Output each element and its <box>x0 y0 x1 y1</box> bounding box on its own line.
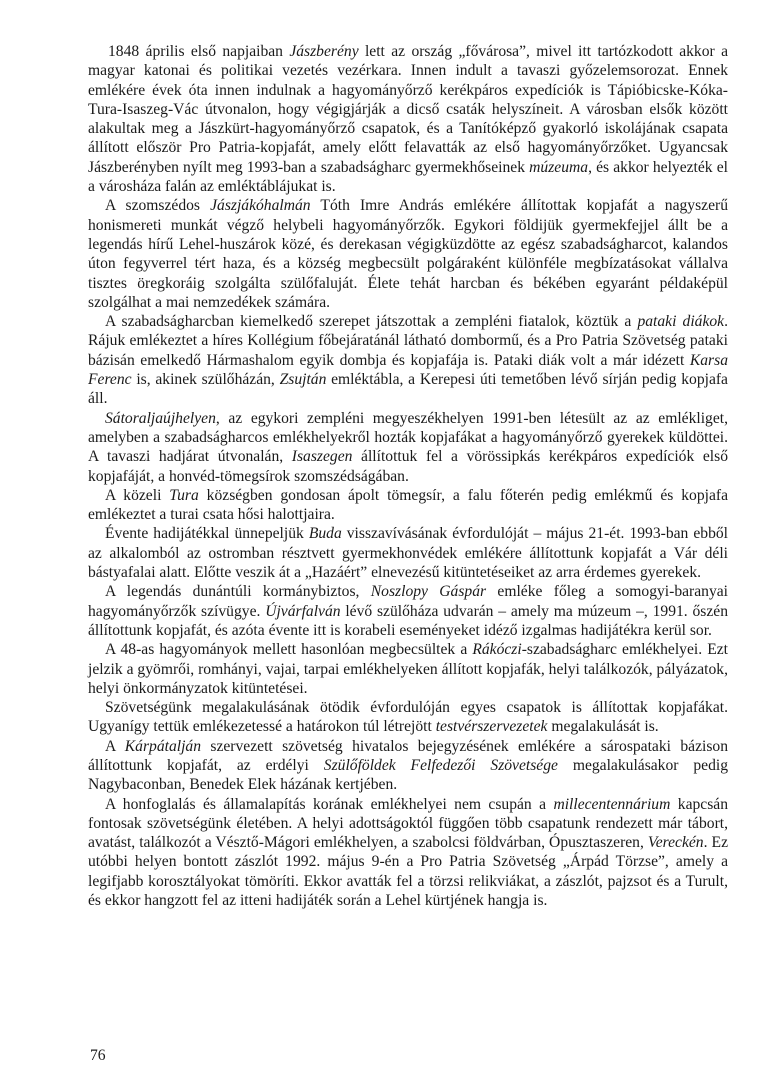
text-run: Tóth Imre András emlékére állítottak kopjafát a nagyszerű honismereti munkát végző helybeli hagyományőrzők. Egykori földijük gyermekfejjel állt be a legendás hírű Lehel-huszárok közé, és derekasan végigküzdötte az egész szabadságharcot, kalandos úton fegyverrel tért haza, és a község megbecsült polgáraként különféle megbízatásokat vállalva tisztes öregkoráig szolgálta szülőfaluját. Élete tehát harcban és békében egyaránt példaképül szolgálhat a mai nemzedékek számára. <box>88 197 729 311</box>
paragraph <box>88 196 728 312</box>
text-run: , és akkor helyezték el a városháza falán az emléktáblájukat is. <box>88 158 728 196</box>
italic-text: Tura <box>169 486 199 504</box>
italic-text: pataki diákok <box>637 313 725 331</box>
text-run: . Rájuk emlékeztet a híres Kollégium főbejáratánál látható dombormű, és a Pro Patria Szövetség pataki bázisán emelkedő Hármashalom egyik dombja és kopjafája is. Pataki diák volt a már idézett <box>88 313 728 369</box>
italic-text: Noszlopy Gáspár <box>370 583 487 601</box>
italic-text: Újvárfalván <box>265 602 341 620</box>
italic-text: Zsujtán <box>279 371 327 389</box>
text-run: lévő szülőháza udvarán – amely ma múzeum –, 1991. őszén állítottunk kopjafát, és azóta évente itt is korabeli eseményeket idéző izgalmas hadijátékra kerül sor. <box>88 602 728 639</box>
text-run: 1848 április első napjaiban <box>108 43 290 60</box>
page-number: 76 <box>90 1047 106 1064</box>
text-run: emléktábla, a Kerepesi úti temetőben lévő sírján pedig kopjafa áll. <box>88 371 728 408</box>
text-run: A honfoglalás és államalapítás korának emlékhelyei nem csupán a <box>105 795 554 813</box>
text-run: emléke főleg a somogyi-baranyai hagyományőrzők szívügye. <box>88 583 729 620</box>
italic-text: Buda <box>308 525 342 543</box>
italic-text: Kárpátalján <box>124 737 202 755</box>
italic-text: Karsa Ferenc <box>88 351 728 389</box>
paragraph <box>88 582 728 640</box>
text-run: megalakulását is. <box>547 718 659 736</box>
italic-text: Szülőföldek Felfedezői Szövetsége <box>323 756 558 774</box>
text-run: A szomszédos <box>105 197 211 215</box>
text-run: A <box>105 737 125 755</box>
text-run: megalakulásakor pedig Nagybaconban, Benedek Elek házának kertjében. <box>88 756 728 794</box>
paragraph <box>88 409 728 486</box>
text-run: lett az ország „fővárosa”, mivel itt tartózkodott akkor a magyar katonai és politikai vezetés vezérkara. Innen indult a tavaszi győzelemsorozat. Ennek emlékére évek óta innen indulnak a hagyományőrző kerékpáros expedíciók is Tápióbicske-Kóka-Tura-Isaszeg-Vác útvonalon, hogy végigjárják a dicső csaták helyszíneit. A városban elsők között alakultak meg a Jászkürt-hagyományőrző csapatok, és a Tanítóképző gyakorló iskolájának csapata állított először Pro Patria-kopjafát, amely előtt felavatták az első hagyományőrzőket. Ugyancsak Jászberényben nyílt meg 1993-ban a szabadságharc gyermekhőseinek <box>88 43 728 176</box>
text-run: Évente hadijátékkal ünnepeljük <box>105 525 309 543</box>
text-run: A közeli <box>105 486 170 504</box>
italic-text: Vereckén <box>647 834 704 852</box>
text-run: is, akinek szülőházán, <box>131 371 280 389</box>
text-run: A 48-as hagyományok mellett hasonlóan megbecsültek a <box>105 641 473 659</box>
italic-text: Jászjákóhalmán <box>210 197 311 215</box>
italic-text: múzeuma <box>529 158 589 176</box>
paragraph <box>88 640 728 698</box>
text-run: állítottuk fel a vörössipkás kerékpáros expedíciók első kopjafáját, a honvéd-tömegsírok szomszédságában. <box>88 448 728 485</box>
text-run: A legendás dunántúli kormánybiztos, <box>105 583 371 601</box>
italic-text: Rákóczi <box>472 641 522 659</box>
paragraph <box>88 42 728 196</box>
paragraph <box>88 524 728 582</box>
text-run: visszavívásának évfordulóját – május 21-ét. 1993-ban ebből az alkalomból az ostromban résztvett gyermekhonvédek emlékére állítottunk kopjafát a Vár déli bástyafalai alatt. Előtte veszik át a „Hazáért” elnevezésű kitüntetéseiket az arra érdemes gyerekek. <box>88 525 729 582</box>
text-run: , az egykori zempléni megyeszékhelyen 1991-ben létesült az az emlékliget, amelyben a szabadságharcos emlékhelyekről hozták kopjafákat a hagyományőrző gyerekek küldöttei. A tavaszi hadjárat útvonalán, <box>88 409 728 466</box>
text-run: szervezett szövetség hivatalos bejegyzésének emlékére a sárospataki bázison állítottunk kopjafát, az erdélyi <box>88 737 728 774</box>
text-run: -szabadságharc emlékhelyei. Ezt jelzik a gyömrői, romhányi, vajai, tarpai emlékhelyeken állított kopjafák, helyi találkozók, pályázatok, helyi önkormányzatok kitüntetései. <box>88 641 728 697</box>
italic-text: Jászberény <box>289 43 359 60</box>
italic-text: Isaszegen <box>291 448 353 466</box>
paragraph <box>88 698 728 737</box>
body-text <box>88 42 728 910</box>
text-run: községben gondosan ápolt tömegsír, a falu főterén pedig emlékmű és kopjafa emlékeztet a turai csata hősi halottjaira. <box>88 486 728 524</box>
text-run: . Ez utóbbi helyen bontott zászlót 1992. május 9-én a Pro Patria Szövetség „Árpád Törzse”, amely a legifjabb korosztályokat tömöríti. Ekkor avatták fel a törzsi relikviákat, a zászlót, pajzsot és a Turult, és ekkor hangzott fel az itteni hadijáték során a Lehel kürtjének hangja is. <box>88 834 728 910</box>
italic-text: testvérszervezetek <box>435 718 548 736</box>
paragraph <box>88 312 728 408</box>
text-run: kapcsán fontosak szövetségünk életében. A helyi adottságoktól függően több csapatunk rendezett már tábort, avatást, találkozót a Vésztő-Mágori emlékhelyen, a szabolcsi földvárban, Ópusztaszeren, <box>88 795 728 852</box>
text-run: A szabadságharcban kiemelkedő szerepet játszottak a zempléni fiatalok, köztük a <box>105 313 638 331</box>
paragraph <box>88 737 728 795</box>
italic-text: Sátoraljaújhelyen <box>105 409 216 427</box>
italic-text: millecentennárium <box>553 795 671 813</box>
text-run: Szövetségünk megalakulásának ötödik évfordulóján egyes csapatok is állítottak kopjafákat. Ugyanígy tettük emlékezetessé a határokon túl létrejött <box>88 699 728 736</box>
paragraph <box>88 486 728 525</box>
paragraph <box>88 795 728 911</box>
